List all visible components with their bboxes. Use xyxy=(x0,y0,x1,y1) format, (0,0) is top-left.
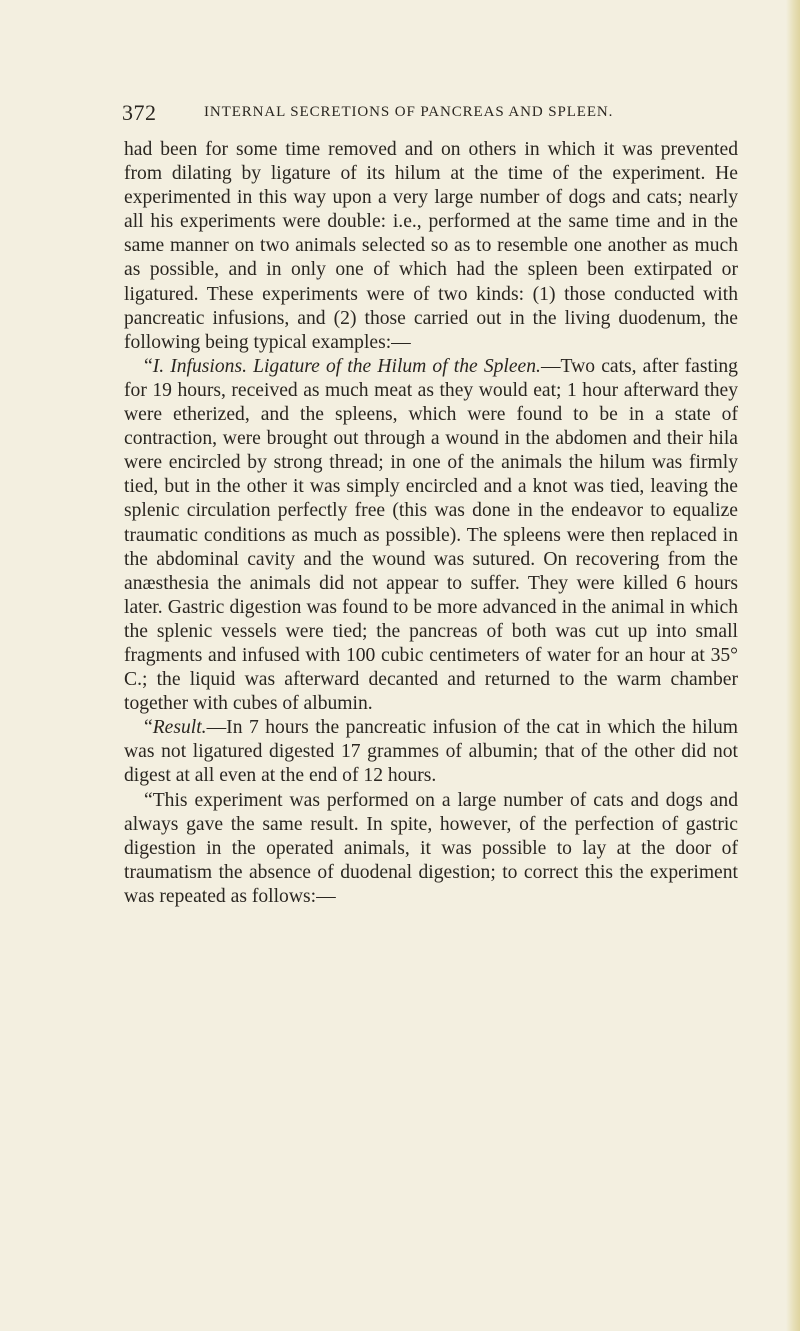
paragraph-2 xyxy=(124,355,738,716)
body-text xyxy=(124,138,738,909)
opening-quote: “ xyxy=(144,355,153,377)
paragraph-1: had been for some time removed and on others in which it was prevented from dilating by ligature of its hilum at the time of the experiment. He experimented in this way upon a very large number of dogs and cats; nearly all his experiments were double: i.e., performed at the same time and in the same manner on two animals selected so as to resemble one another as much as possible, and in only one of which had the spleen been extirpated or ligatured. These experiments were of two kinds: (1) those conducted with pancreatic infusions, and (2) those carried out in the living duodenum, the following being typical examples:— xyxy=(124,139,738,353)
page-header xyxy=(122,100,742,130)
paragraph-3 xyxy=(124,716,738,788)
paragraph-3-text: —In 7 hours the pancreatic infusion of the cat in which the hilum was not ligatured digested 17 grammes of albumin; that of the other did not digest at all even at the end of 12 hours. xyxy=(124,717,738,787)
running-title: INTERNAL SECRETIONS OF PANCREAS AND SPLEEN. xyxy=(204,104,614,120)
opening-quote: “ xyxy=(144,717,153,739)
section-heading-infusions: I. Infusions. Ligature of the Hilum of the Spleen. xyxy=(152,355,541,377)
paragraph-2-text: —Two cats, after fasting for 19 hours, received as much meat as they would eat; 1 hour afterward they were etherized, and the spleens, which were found to be in a state of contraction, were brought out through a wound in the abdomen and their hila were encircled by strong thread; in one of the animals the hilum was firmly tied, but in the other it was simply encircled and a knot was tied, leaving the splenic circulation perfectly free (this was done in the endeavor to equalize traumatic conditions as much as possible). The spleens were then replaced in the abdominal cavity and the wound was sutured. On recovering from the anæsthesia the animals did not appear to suffer. They were killed 6 hours later. Gastric digestion was found to be more advanced in the animal in which the splenic vessels were tied; the pancreas of both was cut up into small fragments and infused with 100 cubic centimeters of water for an hour at 35° C.; the liquid was afterward decanted and returned to the warm chamber together with cubes of albumin. xyxy=(124,355,738,715)
page-edge xyxy=(786,0,800,1331)
page-number: 372 xyxy=(122,100,157,125)
paragraph-4: “This experiment was performed on a large number of cats and dogs and always gave the same result. In spite, however, of the perfection of gastric digestion in the operated animals, it was possible to lay at the door of traumatism the absence of duodenal digestion; to correct this the experiment was repeated as follows:— xyxy=(124,789,738,907)
section-heading-result: Result. xyxy=(152,717,207,739)
